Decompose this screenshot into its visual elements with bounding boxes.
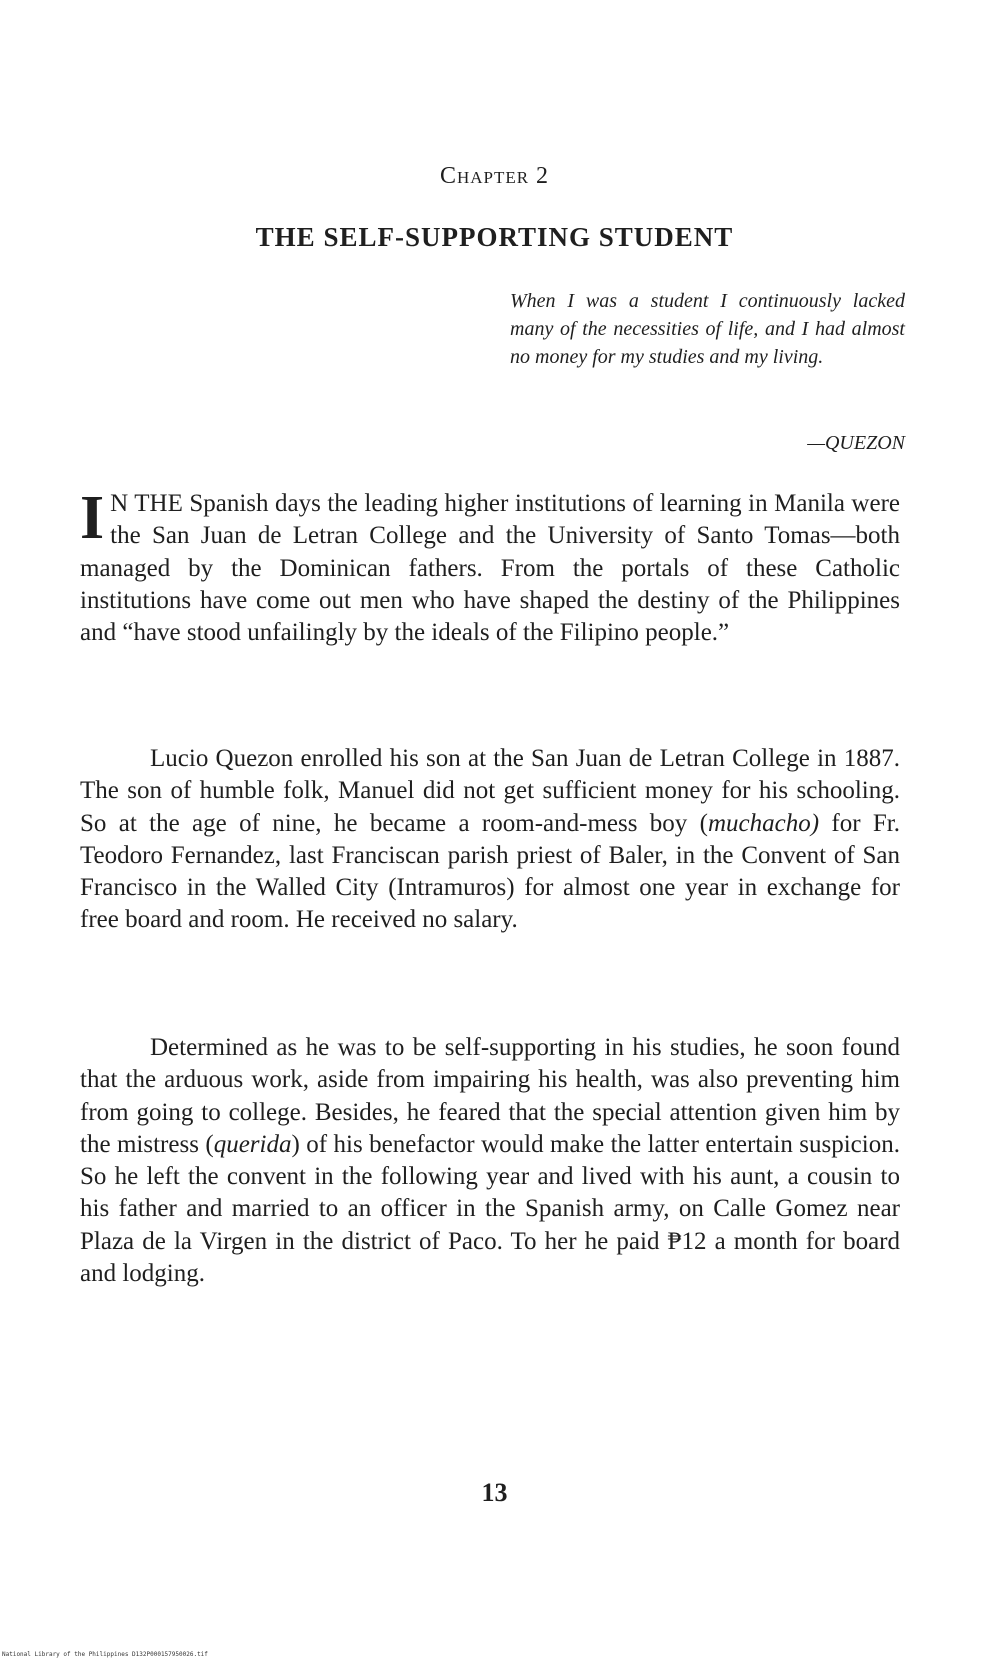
paragraph-2-italic: muchacho) <box>707 809 820 837</box>
paragraph-2-text-b: for Fr. Teodoro Fernandez, last Franciscan parish priest of Baler, in the Convent of San Francisco in the Walled City (Intramuros) for almost one year in exchange for free board and room. He received no salary. <box>80 809 901 934</box>
paragraph-3-italic: querida <box>213 1130 292 1158</box>
chapter-title: THE SELF-SUPPORTING STUDENT <box>255 222 734 252</box>
chapter-label: Chapter 2 <box>439 163 550 189</box>
page-number: 13 <box>481 1478 508 1507</box>
paragraph-2 <box>80 743 900 937</box>
paragraph-3-text-a: Determined as he was to be self-supporting in his studies, he soon found that the arduous work, aside from impairing his health, was also preventing him from going to college. Besides, he feared that the special attention given him by the mistress ( <box>80 1034 900 1158</box>
paragraph-3-text-b: ) of his benefactor would make the latter entertain suspicion. So he left the convent in the following year and lived with his aunt, a cousin to his father and married to an officer in the Spanish army, on Calle Gomez near Plaza de la Virgen in the district of Paco. To her he paid ₱12 a month for board and lodging. <box>80 1130 900 1288</box>
paragraph-2-text-a: Lucio Quezon enrolled his son at the San Juan de Letran College in 1887. The son of humble folk, Manuel did not get sufficient money for his schooling. So at the age of nine, he became a room-and-mess boy ( <box>80 745 900 837</box>
paragraph-1-text: N THE Spanish days the leading higher institutions of learning in Manila were the San Juan de Letran College and the University of Santo Tomas—both managed by the Dominican fathers. From the portals of these Catholic institutions have come out men who have shaped the destiny of the Philippines and “have stood unfailingly by the ideals of the Filipino people.” <box>80 490 900 647</box>
scan-footer: National Library of the Philippines D132P000157950026.tif <box>2 1651 208 1658</box>
drop-cap: I <box>80 484 105 552</box>
epigraph-attribution: —QUEZON <box>807 432 905 454</box>
paragraph-3 <box>80 1032 900 1290</box>
epigraph-quote: When I was a student I continuously lacked many of the necessities of life, and I had almost no money for my studies and my living. <box>510 290 905 368</box>
paragraph-1 <box>80 484 900 649</box>
